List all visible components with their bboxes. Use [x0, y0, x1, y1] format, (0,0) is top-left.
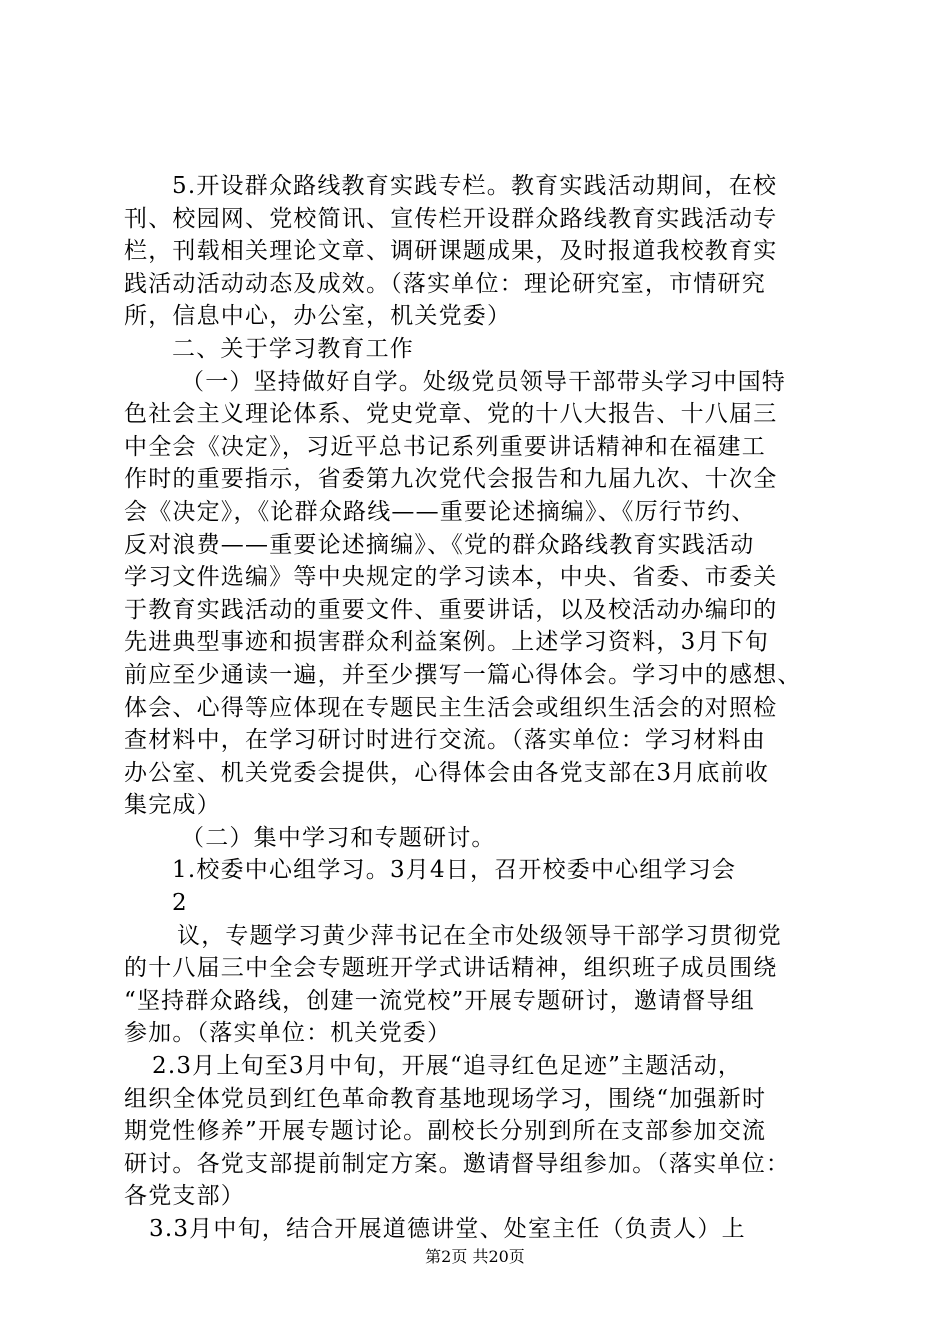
paragraph-line: 所，信息中心，办公室，机关党委） — [124, 303, 512, 330]
paragraph-line: 体会、心得等应体现在专题民主生活会或组织生活会的对照检 — [124, 694, 778, 721]
paragraph-line: 3.3月中旬，结合开展道德讲堂、处室主任（负责人）上 — [149, 1216, 746, 1242]
subsection-heading: （二）集中学习和专题研讨。 — [181, 824, 496, 851]
paragraph-line: 前应至少通读一遍，并至少撰写一篇心得体会。学习中的感想、 — [124, 661, 802, 688]
paragraph-line: 色社会主义理论体系、党史党章、党的十八大报告、十八届三 — [124, 401, 778, 428]
paragraph-line: 2.3月上旬至3月中旬，开展“追寻红色足迹”主题活动， — [152, 1053, 743, 1080]
paragraph-line: 5.开设群众路线教育实践专栏。教育实践活动期间，在校 — [172, 173, 778, 199]
paragraph-line: 中全会《决定》，习近平总书记系列重要讲话精神和在福建工 — [124, 433, 766, 460]
paragraph-line: “坚持群众路线，创建一流党校”开展专题研讨，邀请督导组 — [124, 987, 755, 1014]
paragraph-line: 作时的重要指示，省委第九次党代会报告和九届九次、十次全 — [124, 466, 778, 493]
paragraph-line: 办公室、机关党委会提供，心得体会由各党支部在3月底前收 — [124, 759, 770, 786]
paragraph-line: 刊、校园网、党校简讯、宣传栏开设群众路线教育实践活动专 — [124, 205, 778, 232]
paragraph-line: 查材料中，在学习研讨时进行交流。（落实单位：学习材料由 — [124, 727, 766, 754]
paragraph-line: 践活动活动动态及成效。（落实单位：理论研究室，市情研究 — [124, 270, 766, 297]
paragraph-line: 的十八届三中全会专题班开学式讲话精神，组织班子成员围绕 — [124, 955, 778, 982]
paragraph-line: 集完成） — [124, 792, 221, 819]
paragraph-line: 期党性修养”开展专题讨论。副校长分别到所在支部参加交流 — [124, 1118, 767, 1145]
paragraph-line: 参加。（落实单位：机关党委） — [124, 1020, 452, 1047]
paragraph-line: 反对浪费——重要论述摘编》、《党的群众路线教育实践活动 — [124, 531, 755, 558]
paragraph-line: 组织全体党员到红色革命教育基地现场学习，围绕“加强新时 — [124, 1085, 767, 1112]
page-number-footer: 第2页 共20页 — [425, 1247, 525, 1266]
paragraph-line: 会《决定》，《论群众路线——重要论述摘编》、《厉行节约、 — [124, 498, 756, 525]
stray-number: 2 — [172, 890, 188, 917]
paragraph-line: 研讨。各党支部提前制定方案。邀请督导组参加。（落实单位： — [124, 1150, 791, 1177]
paragraph-line: （一）坚持做好自学。处级党员领导干部带头学习中国特 — [181, 368, 786, 395]
paragraph-line: 先进典型事迹和损害群众利益案例。上述学习资料，3月下旬 — [124, 629, 770, 656]
paragraph-line: 议，专题学习黄少萍书记在全市处级领导干部学习贯彻党 — [177, 922, 782, 949]
paragraph-line: 栏，刊载相关理论文章、调研课题成果，及时报道我校教育实 — [124, 238, 778, 265]
document-body — [124, 170, 836, 1246]
paragraph-line: 学习文件选编》等中央规定的学习读本，中央、省委、市委关 — [124, 564, 778, 591]
paragraph-line: 于教育实践活动的重要文件、重要讲话，以及校活动办编印的 — [124, 596, 778, 623]
paragraph-line: 各党支部） — [124, 1183, 245, 1210]
paragraph-line: 1.校委中心组学习。3月4日，召开校委中心组学习会 — [172, 857, 737, 884]
section-heading: 二、关于学习教育工作 — [172, 335, 414, 362]
